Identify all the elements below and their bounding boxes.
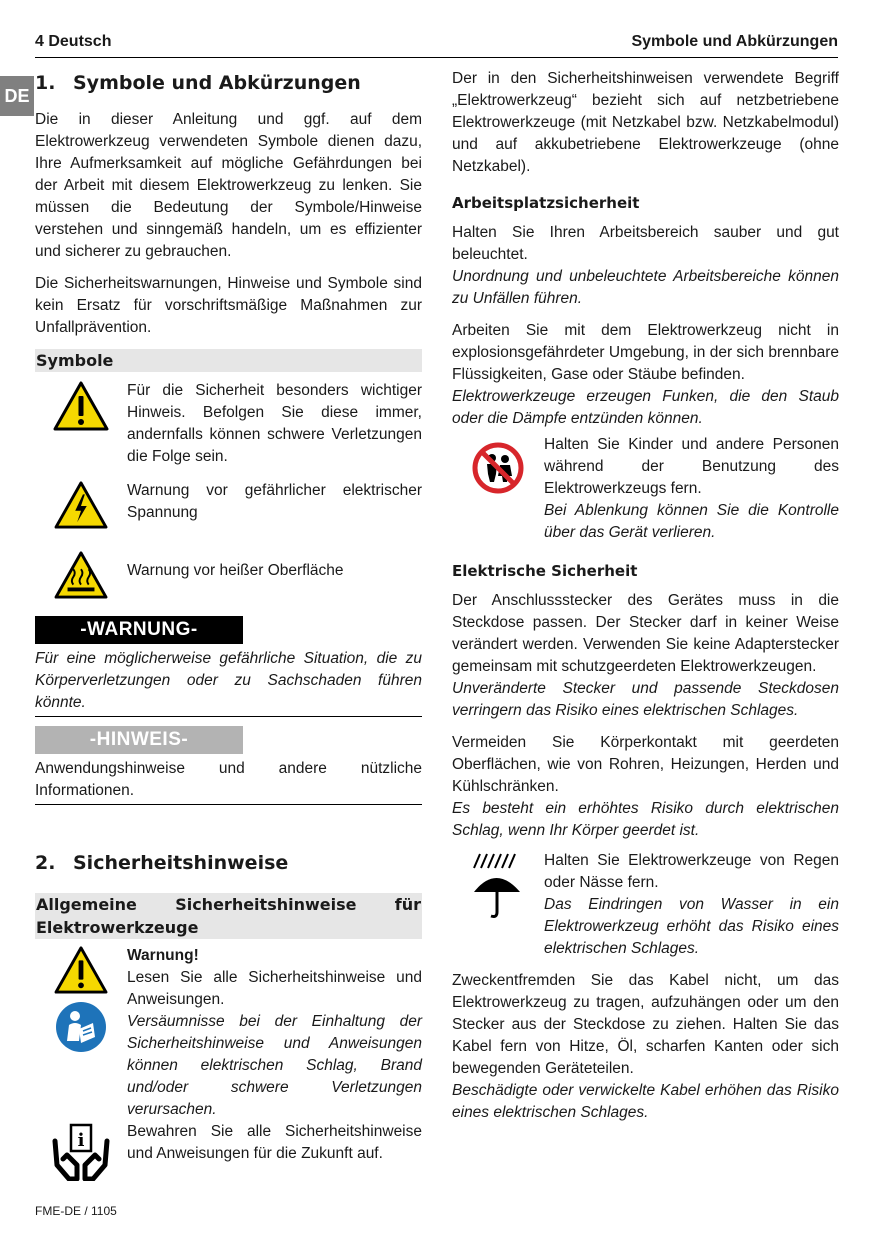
warnung-divider: [35, 716, 422, 717]
header-chapter: 4 Deutsch: [35, 33, 112, 50]
power-tool-definition: Der in den Sicherheitshinweisen verwendete Begriff „Elektrowerkzeug“ bezieht sich auf netzbetriebene Elektrowerkzeuge (mit Netzkabel bzw. Netzkabelmodul) und auf akkubetriebene Elektrowerkzeuge (ohne Netzkabel).: [452, 70, 839, 175]
electrical-rule-1: Der Anschlussstecker des Gerätes muss in die Steckdose passen. Der Stecker darf in keiner Weise verändert werden. Verwenden Sie keine Adapterstecker gemeinsam mit schutzgeerdeten Elektrowerkzeugen.: [452, 592, 839, 675]
symbol-row-hot-surface: [35, 550, 422, 600]
keep-instructions-icon: [51, 1121, 111, 1181]
electrical-rule-3: Halten Sie Elektrowerkzeuge von Regen oder Nässe fern.: [544, 852, 839, 891]
workplace-rule-3-reason: Bei Ablenkung können Sie die Kontrolle über das Gerät verlieren.: [544, 502, 839, 541]
symbols-heading: Symbole: [35, 349, 422, 372]
symbol-hot-surface-text: Warnung vor heißer Oberfläche: [127, 562, 344, 579]
electrical-rule-4: Zweckentfremden Sie das Kabel nicht, um das Elektrowerkzeug zu tragen, aufzuhängen oder um den Stecker aus der Steckdose zu ziehen. Halten Sie das Kabel fern von Hitze, Öl, scharfen Kanten oder sich bewegenden Geräteteilen.: [452, 972, 839, 1077]
electrical-rule-4-reason: Beschädigte oder verwickelte Kabel erhöhen das Risiko eines elektrischen Schlages.: [452, 1082, 839, 1121]
workplace-rule-1-reason: Unordnung und unbeleuchtete Arbeitsbereiche können zu Unfällen führen.: [452, 268, 839, 307]
keep-instructions-row: [35, 1121, 422, 1181]
read-instructions-text: Lesen Sie alle Sicherheitshinweise und Anweisungen.: [127, 969, 422, 1008]
section-1-title: Symbole und Abkürzungen: [73, 72, 361, 94]
section-2-number: 2.: [35, 852, 56, 874]
electrical-safety-heading: Elektrische Sicherheit: [452, 562, 638, 580]
read-instructions-row: [35, 945, 422, 1121]
language-tab: DE: [0, 76, 34, 116]
general-safety-heading: Allgemeine Sicherheitshinweise für Elektrowerkzeuge: [36, 895, 421, 937]
hot-surface-icon: [53, 550, 109, 600]
keep-children-away-row: [452, 434, 839, 544]
header-divider: [35, 57, 838, 58]
section-2-title: Sicherheitshinweise: [73, 852, 289, 874]
high-voltage-icon: [53, 480, 109, 530]
header-section-title: Symbole und Abkürzungen: [631, 33, 838, 50]
electrical-rule-2-reason: Es besteht ein erhöhtes Risiko durch elektrischen Schlag, wenn Ihr Körper geerdet ist.: [452, 800, 839, 839]
symbol-voltage-text: Warnung vor gefährlicher elektrischer Spannung: [127, 482, 422, 521]
workplace-rule-2-reason: Elektrowerkzeuge erzeugen Funken, die den Staub oder die Dämpfe entzünden können.: [452, 388, 839, 427]
section-1-heading: [35, 69, 422, 97]
workplace-rule-1: Halten Sie Ihren Arbeitsbereich sauber und gut beleuchtet.: [452, 224, 839, 263]
warnung-label: -WARNUNG-: [35, 616, 243, 644]
right-column: [452, 68, 839, 1124]
read-manual-icon: [55, 1001, 107, 1053]
symbol-warning-text: Für die Sicherheit besonders wichtiger Hinweis. Befolgen Sie diese immer, andernfalls können schwere Verletzungen die Folge sein.: [127, 382, 422, 465]
symbol-row-voltage: [35, 480, 422, 530]
workplace-rule-3: Halten Sie Kinder und andere Personen während der Benutzung des Elektrowerkzeugs fern.: [544, 436, 839, 497]
workplace-safety-heading: Arbeitsplatzsicherheit: [452, 194, 640, 212]
hinweis-divider: [35, 804, 422, 805]
keep-dry-umbrella-icon: [470, 850, 526, 920]
symbol-row-warning: [35, 380, 422, 468]
warning-triangle-icon: [53, 945, 109, 995]
workplace-rule-2: Arbeiten Sie mit dem Elektrowerkzeug nicht in explosionsgefährdeter Umgebung, in der sich brennbare Flüssigkeiten, Gase oder Stäube befinden.: [452, 322, 839, 383]
keep-dry-row: [452, 850, 839, 960]
warnung-text: Für eine möglicherweise gefährliche Situation, die zu Körperverletzungen oder zu Sachschaden führen könnte.: [35, 650, 422, 711]
left-column: [35, 68, 422, 1181]
warning-triangle-icon: [52, 380, 110, 432]
svg-text:i: i: [77, 1130, 85, 1151]
section-1-number: 1.: [35, 72, 56, 94]
intro-paragraph: Die in dieser Anleitung und ggf. auf dem Elektrowerkzeug verwendeten Symbole dienen dazu, Ihre Aufmerksamkeit auf mögliche Gefährdungen bei der Arbeit mit diesem Elektrowerkzeug zu lenken. Sie müssen die Bedeutung der Symbole/Hinweise verstehen und sinngemäß handeln, um es effizienter und sicherer zu gebrauchen.: [35, 111, 422, 260]
no-children-icon: [472, 442, 524, 494]
electrical-rule-1-reason: Unveränderte Stecker und passende Steckdosen verringern das Risiko eines elektrischen Schlages.: [452, 680, 839, 719]
hinweis-text: Anwendungshinweise und andere nützliche Informationen.: [35, 760, 422, 799]
warning-title: Warnung!: [127, 947, 199, 964]
disclaimer-paragraph: Die Sicherheitswarnungen, Hinweise und Symbole sind kein Ersatz für vorschriftsmäßige Maßnahmen zur Unfallprävention.: [35, 275, 422, 336]
electrical-rule-3-reason: Das Eindringen von Wasser in ein Elektrowerkzeug erhöht das Risiko eines elektrischen Schlages.: [544, 896, 839, 957]
section-2-heading: [35, 849, 422, 877]
read-instructions-consequence: Versäumnisse bei der Einhaltung der Sicherheitshinweise und Anweisungen können elektrischen Schlag, Brand und/oder schwere Verletzungen verursachen.: [127, 1013, 422, 1118]
electrical-rule-2: Vermeiden Sie Körperkontakt mit geerdeten Oberflächen, wie von Rohren, Heizungen, Herden und Kühlschränken.: [452, 734, 839, 795]
hinweis-label: -HINWEIS-: [35, 726, 243, 754]
keep-instructions-text: Bewahren Sie alle Sicherheitshinweise und Anweisungen für die Zukunft auf.: [127, 1123, 422, 1162]
footer-doc-code: FME-DE / 1105: [35, 1204, 117, 1218]
